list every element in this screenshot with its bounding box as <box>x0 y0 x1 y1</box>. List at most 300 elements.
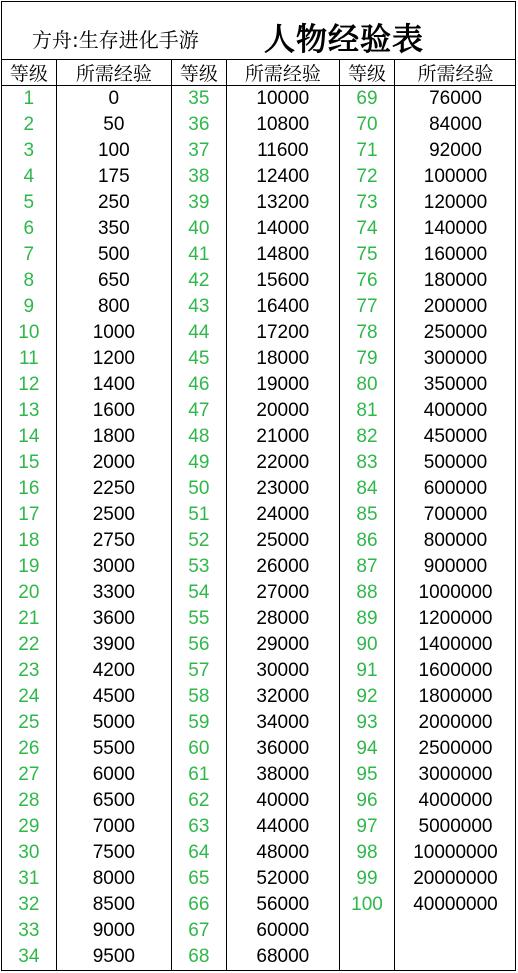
column-header-row <box>2 60 171 86</box>
table-row <box>2 866 171 892</box>
level-cell: 73 <box>340 190 395 216</box>
xp-cell: 2500 <box>92 504 135 525</box>
table-row <box>340 658 516 684</box>
table-row <box>2 892 171 918</box>
xp-cell: 100 <box>97 140 130 161</box>
xp-column-header: 所需经验 <box>244 63 321 85</box>
xp-cell: 15600 <box>256 270 310 291</box>
xp-cell: 24000 <box>256 504 310 525</box>
xp-cell: 23000 <box>256 478 310 499</box>
level-cell: 68 <box>172 944 227 970</box>
table-row <box>172 502 339 528</box>
table-row <box>172 190 339 216</box>
table-row <box>2 424 171 450</box>
xp-cell: 800 <box>97 296 130 317</box>
xp-cell: 25000 <box>256 530 310 551</box>
table-row <box>340 476 516 502</box>
table-row <box>340 450 516 476</box>
table-row <box>340 814 516 840</box>
xp-cell: 13200 <box>256 192 310 213</box>
level-cell: 99 <box>340 866 395 892</box>
level-cell: 8 <box>2 268 57 294</box>
xp-cell: 10000000 <box>413 842 498 863</box>
table-row <box>340 112 516 138</box>
xp-cell: 3900 <box>92 634 135 655</box>
level-cell: 85 <box>340 502 395 528</box>
table-row <box>172 294 339 320</box>
xp-cell: 7000 <box>92 816 135 837</box>
level-cell: 22 <box>2 632 57 658</box>
xp-cell: 350 <box>97 218 130 239</box>
table-row <box>172 840 339 866</box>
level-cell: 24 <box>2 684 57 710</box>
game-subtitle: 方舟:生存进化手游 <box>32 28 199 52</box>
xp-cell: 68000 <box>256 946 310 967</box>
table-row <box>172 346 339 372</box>
xp-cell: 0 <box>108 88 120 109</box>
level-cell: 76 <box>340 268 395 294</box>
level-cell: 90 <box>340 632 395 658</box>
table-row <box>172 684 339 710</box>
level-cell: 20 <box>2 580 57 606</box>
xp-cell: 3300 <box>92 582 135 603</box>
xp-cell: 5000000 <box>418 816 493 837</box>
xp-cell: 1800000 <box>418 686 493 707</box>
table-row <box>2 346 171 372</box>
table-row <box>172 112 339 138</box>
table-row <box>340 268 516 294</box>
xp-cell: 6500 <box>92 790 135 811</box>
table-row <box>340 242 516 268</box>
xp-cell: 4200 <box>92 660 135 681</box>
table-row <box>340 138 516 164</box>
level-cell: 45 <box>172 346 227 372</box>
level-column-header: 等级 <box>172 60 227 85</box>
level-cell: 29 <box>2 814 57 840</box>
level-cell: 57 <box>172 658 227 684</box>
table-row <box>172 164 339 190</box>
level-cell: 70 <box>340 112 395 138</box>
table-row <box>2 86 171 112</box>
table-row <box>172 632 339 658</box>
table-row <box>340 528 516 554</box>
level-cell: 48 <box>172 424 227 450</box>
xp-cell: 140000 <box>423 218 488 239</box>
xp-cell: 1000 <box>92 322 135 343</box>
xp-cell: 350000 <box>423 374 488 395</box>
xp-cell: 27000 <box>256 582 310 603</box>
level-cell: 79 <box>340 346 395 372</box>
xp-cell: 800000 <box>423 530 488 551</box>
table-row <box>2 242 171 268</box>
table-row <box>2 762 171 788</box>
xp-cell: 6000 <box>92 764 135 785</box>
xp-cell: 2750 <box>92 530 135 551</box>
level-cell: 55 <box>172 606 227 632</box>
xp-cell: 2500000 <box>418 738 493 759</box>
level-cell: 72 <box>340 164 395 190</box>
level-cell: 10 <box>2 320 57 346</box>
xp-cell: 12400 <box>256 166 310 187</box>
xp-column-header: 所需经验 <box>417 63 494 85</box>
level-column-header: 等级 <box>340 60 395 85</box>
xp-column-header: 所需经验 <box>75 63 152 85</box>
level-cell: 9 <box>2 294 57 320</box>
xp-cell: 11600 <box>257 140 309 161</box>
xp-cell: 34000 <box>256 712 310 733</box>
xp-cell: 9500 <box>92 946 135 967</box>
table-row <box>2 528 171 554</box>
level-cell: 31 <box>2 866 57 892</box>
level-cell: 95 <box>340 762 395 788</box>
table-row <box>172 658 339 684</box>
table-row <box>172 86 339 112</box>
level-cell: 37 <box>172 138 227 164</box>
level-cell: 25 <box>2 710 57 736</box>
xp-cell: 40000 <box>256 790 310 811</box>
table-row <box>340 190 516 216</box>
xp-cell: 44000 <box>256 816 310 837</box>
level-cell: 61 <box>172 762 227 788</box>
level-cell: 34 <box>2 944 57 970</box>
table-row <box>2 944 171 970</box>
level-cell: 7 <box>2 242 57 268</box>
xp-cell: 8500 <box>92 894 135 915</box>
table-row <box>340 502 516 528</box>
level-cell: 27 <box>2 762 57 788</box>
level-cell: 6 <box>2 216 57 242</box>
level-cell: 42 <box>172 268 227 294</box>
xp-cell: 900000 <box>423 556 488 577</box>
xp-cell: 30000 <box>256 660 310 681</box>
table-row <box>340 788 516 814</box>
level-cell: 33 <box>2 918 57 944</box>
level-cell: 3 <box>2 138 57 164</box>
table-row <box>172 606 339 632</box>
table-row <box>172 814 339 840</box>
xp-cell: 1200 <box>92 348 135 369</box>
level-cell: 59 <box>172 710 227 736</box>
page-title: 人物经验表 <box>264 22 424 58</box>
empty-filler <box>340 918 395 970</box>
table-row <box>172 710 339 736</box>
table-row <box>2 502 171 528</box>
level-cell: 18 <box>2 528 57 554</box>
level-cell: 71 <box>340 138 395 164</box>
xp-cell: 60000 <box>256 920 310 941</box>
xp-cell: 20000 <box>256 400 310 421</box>
level-cell: 49 <box>172 450 227 476</box>
xp-cell: 650 <box>97 270 130 291</box>
level-cell: 47 <box>172 398 227 424</box>
table-row <box>2 476 171 502</box>
level-cell: 54 <box>172 580 227 606</box>
xp-cell: 1000000 <box>418 582 493 603</box>
table-row <box>2 112 171 138</box>
table-row <box>2 268 171 294</box>
xp-cell: 10000 <box>256 88 310 109</box>
level-cell: 87 <box>340 554 395 580</box>
xp-cell: 48000 <box>256 842 310 863</box>
level-cell: 91 <box>340 658 395 684</box>
level-cell: 100 <box>340 892 395 918</box>
level-cell: 17 <box>2 502 57 528</box>
table-row <box>2 658 171 684</box>
xp-cell: 1800 <box>92 426 135 447</box>
table-row <box>172 762 339 788</box>
xp-cell: 1400 <box>92 374 135 395</box>
xp-cell: 4000000 <box>418 790 493 811</box>
table-column-group-2 <box>172 60 340 970</box>
xp-cell: 2000 <box>92 452 135 473</box>
xp-cell: 2000000 <box>418 712 493 733</box>
table-row <box>2 138 171 164</box>
xp-cell: 400000 <box>423 400 488 421</box>
table-row <box>2 554 171 580</box>
level-cell: 36 <box>172 112 227 138</box>
table-column-group-3 <box>340 60 516 970</box>
xp-cell: 29000 <box>256 634 310 655</box>
xp-cell: 1600 <box>92 400 135 421</box>
level-cell: 96 <box>340 788 395 814</box>
table-columns <box>2 60 515 970</box>
table-row <box>2 736 171 762</box>
xp-cell: 100000 <box>423 166 488 187</box>
table-row <box>2 814 171 840</box>
level-cell: 66 <box>172 892 227 918</box>
table-row <box>2 632 171 658</box>
xp-cell: 1600000 <box>418 660 493 681</box>
level-cell: 28 <box>2 788 57 814</box>
xp-cell: 26000 <box>256 556 310 577</box>
table-row <box>340 216 516 242</box>
xp-cell: 52000 <box>256 868 310 889</box>
xp-cell: 3000 <box>92 556 135 577</box>
table-row <box>2 710 171 736</box>
table-row <box>2 684 171 710</box>
level-cell: 89 <box>340 606 395 632</box>
table-row <box>172 866 339 892</box>
level-cell: 53 <box>172 554 227 580</box>
table-row <box>172 892 339 918</box>
table-row <box>340 762 516 788</box>
xp-cell: 22000 <box>256 452 310 473</box>
table-row <box>172 138 339 164</box>
xp-cell: 300000 <box>423 348 488 369</box>
level-cell: 4 <box>2 164 57 190</box>
level-cell: 12 <box>2 372 57 398</box>
level-cell: 11 <box>2 346 57 372</box>
level-cell: 84 <box>340 476 395 502</box>
xp-cell: 250000 <box>423 322 488 343</box>
xp-cell: 18000 <box>256 348 310 369</box>
xp-cell: 16400 <box>256 296 310 317</box>
xp-cell: 3600 <box>92 608 135 629</box>
level-cell: 82 <box>340 424 395 450</box>
xp-cell: 76000 <box>429 88 482 109</box>
level-cell: 1 <box>2 86 57 112</box>
level-cell: 63 <box>172 814 227 840</box>
table-row <box>340 424 516 450</box>
level-cell: 21 <box>2 606 57 632</box>
level-cell: 92 <box>340 684 395 710</box>
experience-table-sheet <box>1 1 516 971</box>
level-cell: 75 <box>340 242 395 268</box>
level-cell: 2 <box>2 112 57 138</box>
xp-cell: 36000 <box>256 738 310 759</box>
xp-cell: 14000 <box>256 218 310 239</box>
level-cell: 83 <box>340 450 395 476</box>
table-row <box>340 346 516 372</box>
table-row <box>340 736 516 762</box>
table-row <box>172 476 339 502</box>
xp-cell: 9000 <box>92 920 135 941</box>
table-row <box>340 684 516 710</box>
level-cell: 77 <box>340 294 395 320</box>
table-row <box>340 372 516 398</box>
table-row <box>340 164 516 190</box>
table-row <box>340 710 516 736</box>
level-cell: 43 <box>172 294 227 320</box>
xp-cell: 20000000 <box>413 868 498 889</box>
table-row <box>172 216 339 242</box>
title-row <box>2 2 515 60</box>
xp-cell: 4500 <box>92 686 135 707</box>
level-cell: 88 <box>340 580 395 606</box>
table-row <box>172 580 339 606</box>
level-cell: 39 <box>172 190 227 216</box>
level-cell: 44 <box>172 320 227 346</box>
table-row <box>2 164 171 190</box>
table-row <box>172 788 339 814</box>
table-row <box>340 580 516 606</box>
level-cell: 80 <box>340 372 395 398</box>
level-cell: 52 <box>172 528 227 554</box>
table-row <box>172 918 339 944</box>
table-row <box>340 86 516 112</box>
table-row <box>2 606 171 632</box>
xp-cell: 160000 <box>423 244 488 265</box>
xp-cell: 14800 <box>256 244 310 265</box>
xp-cell: 1400000 <box>418 634 493 655</box>
table-row <box>340 840 516 866</box>
table-row <box>2 216 171 242</box>
xp-cell: 10800 <box>256 114 310 135</box>
level-cell: 56 <box>172 632 227 658</box>
level-cell: 26 <box>2 736 57 762</box>
xp-cell: 92000 <box>429 140 482 161</box>
level-cell: 46 <box>172 372 227 398</box>
level-cell: 69 <box>340 86 395 112</box>
table-row <box>172 268 339 294</box>
level-cell: 5 <box>2 190 57 216</box>
table-row <box>340 398 516 424</box>
table-row <box>2 450 171 476</box>
xp-cell: 700000 <box>423 504 488 525</box>
column-header-row <box>340 60 516 86</box>
table-row <box>2 372 171 398</box>
level-cell: 81 <box>340 398 395 424</box>
level-cell: 38 <box>172 164 227 190</box>
table-row <box>172 424 339 450</box>
table-row <box>172 398 339 424</box>
table-row <box>2 294 171 320</box>
level-cell: 67 <box>172 918 227 944</box>
xp-cell: 250 <box>97 192 130 213</box>
xp-cell: 180000 <box>423 270 488 291</box>
table-row <box>172 528 339 554</box>
level-cell: 97 <box>340 814 395 840</box>
xp-cell: 56000 <box>256 894 310 915</box>
level-column-header: 等级 <box>2 60 57 85</box>
xp-cell: 17200 <box>256 322 310 343</box>
xp-cell: 21000 <box>256 426 310 447</box>
xp-cell: 7500 <box>92 842 135 863</box>
table-row <box>172 242 339 268</box>
table-row <box>2 580 171 606</box>
xp-cell: 500 <box>97 244 130 265</box>
xp-cell: 450000 <box>423 426 488 447</box>
level-cell: 14 <box>2 424 57 450</box>
level-cell: 74 <box>340 216 395 242</box>
column-header-row <box>172 60 339 86</box>
level-cell: 41 <box>172 242 227 268</box>
table-row <box>172 372 339 398</box>
level-cell: 40 <box>172 216 227 242</box>
table-row <box>172 450 339 476</box>
xp-cell: 28000 <box>256 608 310 629</box>
table-row <box>340 294 516 320</box>
table-row <box>340 866 516 892</box>
level-cell: 23 <box>2 658 57 684</box>
xp-cell: 50 <box>103 114 125 135</box>
xp-cell: 175 <box>97 166 130 187</box>
level-cell: 62 <box>172 788 227 814</box>
xp-cell: 38000 <box>256 764 310 785</box>
table-row <box>2 320 171 346</box>
xp-cell: 19000 <box>256 374 310 395</box>
xp-cell: 5000 <box>92 712 135 733</box>
xp-cell: 500000 <box>423 452 488 473</box>
table-row <box>172 554 339 580</box>
table-row <box>2 788 171 814</box>
table-row <box>172 320 339 346</box>
table-row <box>172 944 339 970</box>
level-cell: 78 <box>340 320 395 346</box>
level-cell: 30 <box>2 840 57 866</box>
level-cell: 93 <box>340 710 395 736</box>
table-row <box>340 606 516 632</box>
table-row <box>172 736 339 762</box>
xp-cell: 1200000 <box>418 608 493 629</box>
table-row <box>2 918 171 944</box>
xp-cell: 84000 <box>429 114 482 135</box>
table-row <box>340 554 516 580</box>
table-row <box>340 632 516 658</box>
level-cell: 50 <box>172 476 227 502</box>
xp-cell: 32000 <box>256 686 310 707</box>
table-row <box>2 840 171 866</box>
xp-cell: 5500 <box>92 738 135 759</box>
level-cell: 60 <box>172 736 227 762</box>
xp-cell: 200000 <box>423 296 488 317</box>
xp-cell: 8000 <box>92 868 135 889</box>
level-cell: 64 <box>172 840 227 866</box>
xp-cell: 2250 <box>92 478 135 499</box>
xp-cell: 40000000 <box>413 894 498 915</box>
table-row <box>2 398 171 424</box>
xp-cell: 600000 <box>423 478 488 499</box>
